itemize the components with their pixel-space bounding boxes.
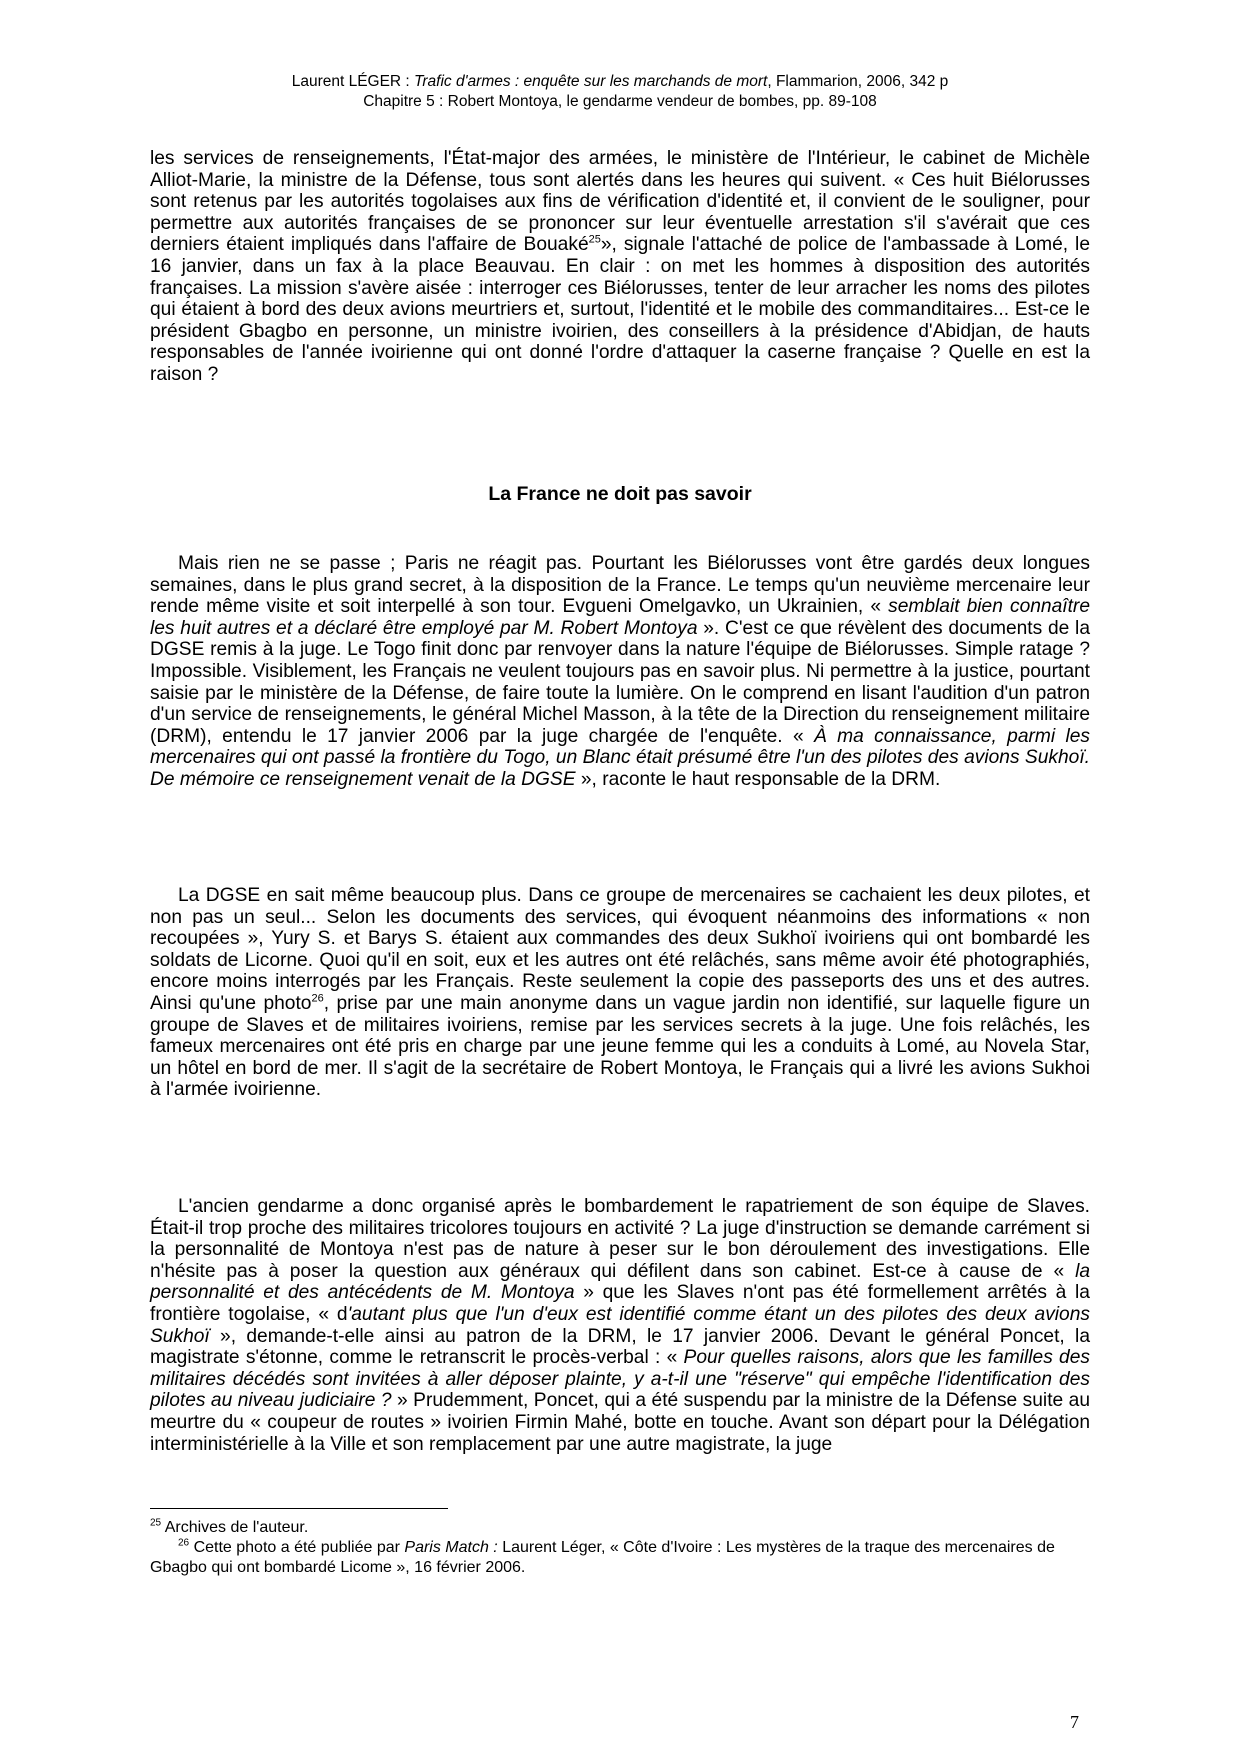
header-publisher: , Flammarion, 2006, 342 p	[767, 73, 949, 90]
header-book-title: Trafic d'armes : enquête sur les marchands de mort	[414, 73, 768, 90]
header-citation-line	[150, 72, 1090, 92]
paragraph-2-quote-a: semblait bien connaître les huit autres et a déclaré être employé par M. Robert Montoya	[150, 596, 1090, 639]
footnote-text: Cette photo a été publiée par	[189, 1539, 405, 1556]
paragraph-4-quote-a: la personnalité et des antécédents de M. Montoya	[150, 1260, 1090, 1304]
paragraph-4-text-c: », demande-t-elle ainsi au patron de la DRM, le 17 janvier 2006. Devant le général Poncet, la magistrate s'étonne, comme le retranscrit le procès-verbal : «	[150, 1325, 1090, 1369]
paragraph-2-text-b: ». C'est ce que révèlent des documents de la DGSE remis à la juge. Le Togo finit donc par renvoyer dans la nature l'équipe de Biélorusses. Simple ratage ? Impossible. Visiblement, les Français ne veulent toujours pas en savoir plus. Ni permettre à la justice, pourtant saisie par le ministère de la Défense, de faire toute la lumière. On le comprend en lisant l'audition d'un patron d'un service de renseignements, le général Michel Masson, à la tête de la Direction du renseignement militaire (DRM), entendu le 17 janvier 2006 par la juge chargée de l'enquête. «	[150, 617, 1090, 747]
paragraph-3	[150, 885, 1090, 1101]
paragraph-2-text-c: », raconte le haut responsable de la DRM.	[575, 768, 941, 790]
footnote-26	[150, 1538, 1090, 1578]
paragraph-4-text-d: » Prudemment, Poncet, qui a été suspendu par la ministre de la Défense suite au meurtre du « coupeur de routes » ivoirien Firmin Mahé, botte en touche. Avant son départ pour la Délégation interministérielle à la Ville et son remplacement par une autre magistrate, la juge	[150, 1390, 1090, 1455]
paragraph-1-text-a: les services de renseignements, l'État-major des armées, le ministère de l'Intérieur, le cabinet de Michèle Alliot-Marie, la ministre de la Défense, tous sont alertés dans les heures qui suivent. « Ces huit Biélorusses sont retenus par les autorités togolaises aux fins de vérification d'identité et, il convient de le souligner, pour permettre aux autorités françaises de se prononcer sur leur éventuelle arrestation s'il s'avérait que ces derniers étaient impliqués dans l'affaire de Bouaké	[150, 148, 1090, 256]
header-chapter-line: Chapitre 5 : Robert Montoya, le gendarme vendeur de bombes, pp. 89-108	[363, 93, 877, 110]
footnote-ref-26: 26	[311, 992, 324, 1005]
paragraph-3-text-b: , prise par une main anonyme dans un vague jardin non identifié, sur laquelle figure un groupe de Slaves et de militaires ivoiriens, remise par les services secrets à la juge. Une fois relâchés, les fameux mercenaires ont été pris en charge par une jeune femme qui les a conduits à Lomé, au Novela Star, un hôtel en bord de mer. Il s'agit de la secrétaire de Robert Montoya, le Français qui a livré les avions Sukhoi à l'armée ivoirienne.	[150, 992, 1090, 1101]
paragraph-1	[150, 148, 1090, 386]
paragraph-2	[150, 553, 1090, 791]
footnote-25	[150, 1518, 1090, 1538]
footnote-text: Archives de l'auteur.	[161, 1519, 309, 1536]
paragraph-1-text-b: », signale l'attaché de police de l'ambassade à Lomé, le 16 janvier, dans un fax à la place Beauvau. En clair : on met les hommes à disposition des autorités françaises. La mission s'avère aisée : interroger ces Biélorusses, tenter de leur arracher les noms des pilotes qui étaient à bord des deux avions meurtriers et, surtout, l'identité et le mobile des commanditaires... Est-ce le président Gbagbo en personne, un ministre ivoirien, des conseillers à la présidence d'Abidjan, de hauts responsables de l'année ivoirienne qui ont donné l'ordre d'attaquer la caserne française ? Quelle en est la raison ?	[150, 234, 1090, 385]
running-header	[150, 72, 1090, 112]
paragraph-2-quote-b: À ma connaissance, parmi les mercenaires qui ont passé la frontière du Togo, un Blanc était présumé être l'un des pilotes des avions Sukhoï. De mémoire ce renseignement venait de la DGSE	[150, 725, 1090, 790]
footnote-separator	[150, 1508, 448, 1509]
paragraph-4-text-a: L'ancien gendarme a donc organisé après le bombardement le rapatriement de son équipe de Slaves. Était-il trop proche des militaires tricolores toujours en activité ? La juge d'instruction se demande carrément si la personnalité de Montoya n'est pas de nature à peser sur le bon déroulement des investigations. Elle n'hésite pas à poser la question aux généraux qui défilent dans son cabinet. Est-ce à cause de «	[150, 1196, 1090, 1282]
footnotes	[150, 1518, 1090, 1578]
paragraph-2-text-a: Mais rien ne se passe ; Paris ne réagit pas. Pourtant les Biélorusses vont être gardés deux longues semaines, dans le plus grand secret, à la disposition de la France. Le temps qu'un neuvième mercenaire leur rende même visite et soit interpellé à son tour. Evgueni Omelgavko, un Ukrainien, «	[150, 553, 1090, 618]
footnote-number: 25	[150, 1517, 162, 1529]
footnote-ref-25: 25	[588, 233, 601, 246]
footnote-number: 26	[178, 1537, 190, 1549]
paragraph-4-quote-b: 'autant plus que l'un d'eux est identifié comme étant un des pilotes des deux avions Sukhoï	[150, 1303, 1090, 1347]
footnote-publication: Paris Match :	[404, 1539, 498, 1556]
section-heading: La France ne doit pas savoir	[488, 483, 752, 505]
paragraph-4-quote-c: Pour quelles raisons, alors que les familles des militaires décédés sont invitées à aller déposer plainte, y a-t-il une "réserve" qui empêche l'identification des pilotes au niveau judiciaire ?	[150, 1347, 1090, 1412]
footnote-text-continued: Laurent Léger, « Côte d'Ivoire : Les mystères de la traque des mercenaires de Gbagbo qui ont bombardé Licome », 16 février 2006.	[150, 1539, 1055, 1576]
paragraph-3-text-a: La DGSE en sait même beaucoup plus. Dans ce groupe de mercenaires se cachaient les deux pilotes, et non pas un seul... Selon les documents des services, qui évoquent néanmoins des informations « non recoupées », Yury S. et Barys S. étaient aux commandes des deux Sukhoï ivoiriens qui ont bombardé les soldats de Licorne. Quoi qu'il en soit, eux et les autres ont été relâchés, sans même avoir été photographiés, encore moins interrogés par les Français. Reste seulement la copie des passeports des uns et des autres. Ainsi qu'une photo	[150, 885, 1090, 1014]
paragraph-4-text-b: » que les Slaves n'ont pas été formellement arrêtés à la frontière togolaise, « d	[150, 1282, 1090, 1325]
header-author: Laurent LÉGER :	[291, 73, 415, 90]
paragraph-4	[150, 1196, 1090, 1455]
page-number: 7	[1070, 1712, 1079, 1732]
